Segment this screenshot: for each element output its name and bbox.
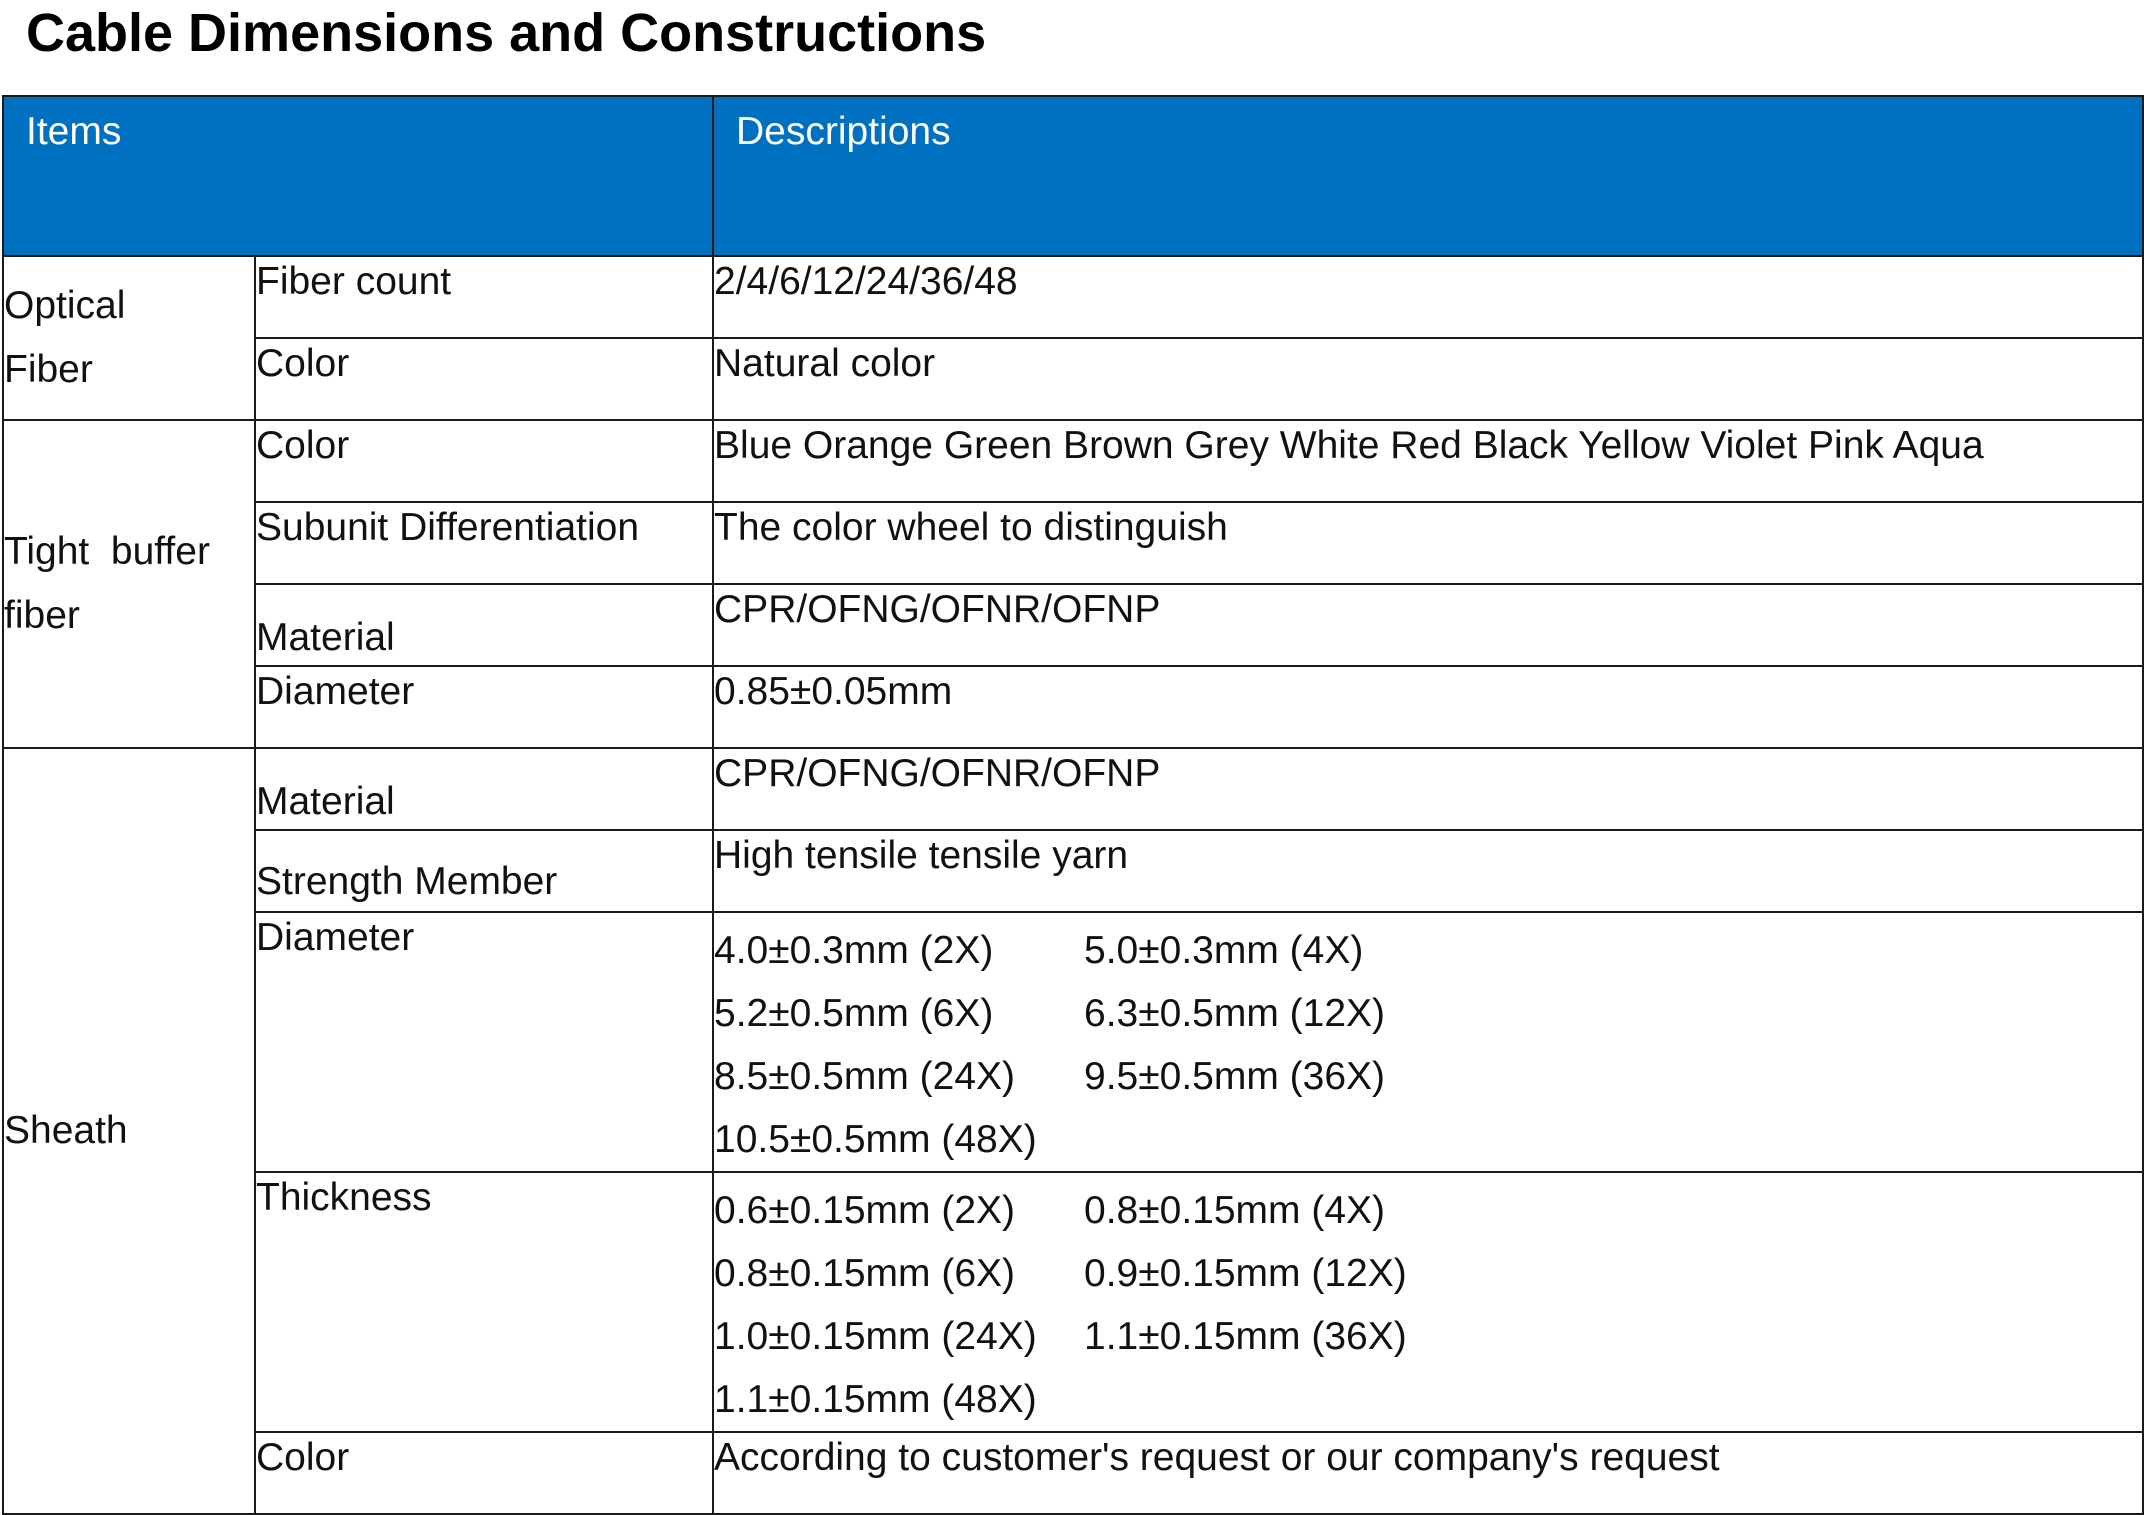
table-row — [3, 256, 2143, 338]
desc-cell: Blue Orange Green Brown Grey White Red Black Yellow Violet Pink Aqua — [713, 420, 2143, 502]
value-item: 5.2±0.5mm (6X) — [714, 992, 994, 1035]
value-line — [714, 1368, 2142, 1431]
table-row — [3, 912, 2143, 1172]
item-cell: Color — [255, 338, 713, 420]
category-label: Sheath — [4, 1109, 128, 1152]
value-item: 0.6±0.15mm (2X) — [714, 1189, 1016, 1232]
header-items: Items — [3, 96, 713, 256]
item-cell: Subunit Differentiation — [255, 502, 713, 584]
value-item: 10.5±0.5mm (48X) — [714, 1118, 1037, 1161]
desc-cell: CPR/OFNG/OFNR/OFNP — [713, 584, 2143, 666]
value-line — [714, 919, 2142, 982]
table-header-row — [3, 96, 2143, 256]
value-item: 8.5±0.5mm (24X) — [714, 1055, 1016, 1098]
desc-cell: The color wheel to distinguish — [713, 502, 2143, 584]
value-line — [714, 1179, 2142, 1242]
value-item: 1.1±0.15mm (48X) — [714, 1378, 1037, 1421]
desc-cell: Natural color — [713, 338, 2143, 420]
value-item: 4.0±0.3mm (2X) — [714, 929, 994, 972]
table-row — [3, 748, 2143, 830]
category-optical-fiber — [3, 256, 255, 420]
item-cell: Diameter — [255, 666, 713, 748]
value-item: 0.8±0.15mm (4X) — [1084, 1189, 1386, 1232]
value-item: 0.8±0.15mm (6X) — [714, 1252, 1016, 1295]
item-cell: Diameter — [255, 912, 713, 1172]
value-item: 0.9±0.15mm (12X) — [1084, 1252, 1407, 1295]
table-row — [3, 584, 2143, 666]
category-label-line: Fiber — [4, 348, 93, 391]
value-line — [714, 1108, 2142, 1171]
category-sheath — [3, 748, 255, 1514]
cable-spec-table — [2, 95, 2144, 1515]
page-title: Cable Dimensions and Constructions — [26, 3, 987, 63]
value-item: 5.0±0.3mm (4X) — [1084, 929, 1364, 972]
header-descriptions: Descriptions — [713, 96, 2143, 256]
table-row — [3, 420, 2143, 502]
category-label-line: Tight buffer — [4, 530, 210, 573]
desc-cell: 2/4/6/12/24/36/48 — [713, 256, 2143, 338]
desc-cell: According to customer's request or our company's request — [713, 1432, 2143, 1514]
item-cell: Material — [255, 584, 713, 666]
table-row — [3, 830, 2143, 912]
desc-cell: CPR/OFNG/OFNR/OFNP — [713, 748, 2143, 830]
desc-cell: High tensile tensile yarn — [713, 830, 2143, 912]
category-tight-buffer-fiber — [3, 420, 255, 748]
table-row — [3, 338, 2143, 420]
category-label-line: fiber — [4, 594, 80, 637]
category-label-line: Optical — [4, 284, 126, 327]
thickness-values — [713, 1172, 2143, 1432]
table-row — [3, 502, 2143, 584]
value-item: 1.1±0.15mm (36X) — [1084, 1315, 1407, 1358]
item-cell: Material — [255, 748, 713, 830]
value-line — [714, 1045, 2142, 1108]
item-cell: Thickness — [255, 1172, 713, 1432]
table-row — [3, 1172, 2143, 1432]
item-cell: Color — [255, 1432, 713, 1514]
table-row — [3, 666, 2143, 748]
table-row — [3, 1432, 2143, 1514]
value-item: 1.0±0.15mm (24X) — [714, 1315, 1037, 1358]
diameter-values — [713, 912, 2143, 1172]
desc-cell: 0.85±0.05mm — [713, 666, 2143, 748]
item-cell: Fiber count — [255, 256, 713, 338]
value-item: 6.3±0.5mm (12X) — [1084, 992, 1386, 1035]
value-item: 9.5±0.5mm (36X) — [1084, 1055, 1386, 1098]
value-line — [714, 1305, 2142, 1368]
item-cell: Color — [255, 420, 713, 502]
value-line — [714, 1242, 2142, 1305]
item-cell: Strength Member — [255, 830, 713, 912]
value-line — [714, 982, 2142, 1045]
